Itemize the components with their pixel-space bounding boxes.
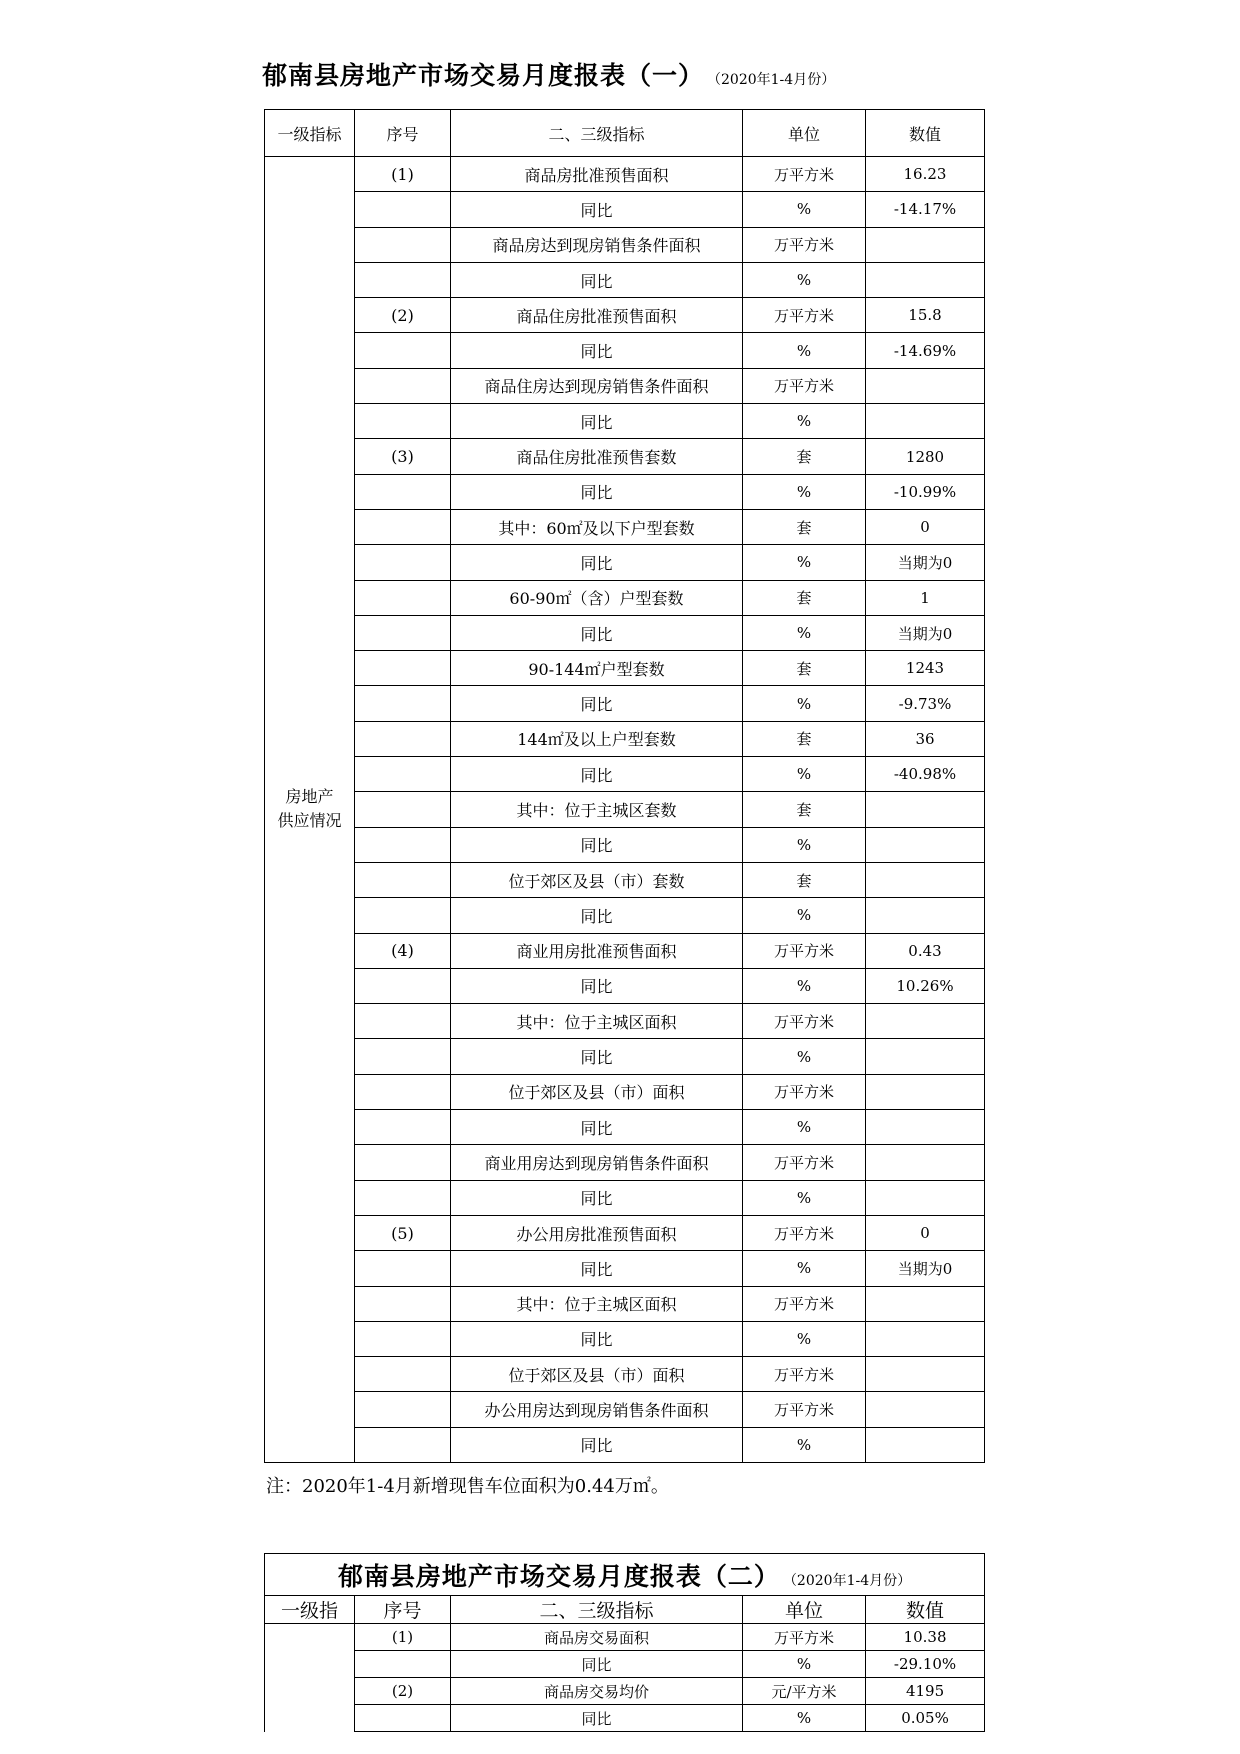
report2-header-row: [265, 1596, 985, 1624]
value-cell: -10.99%: [866, 474, 985, 509]
value-cell: [866, 1180, 985, 1215]
seq-cell: [355, 1651, 451, 1678]
report2-table: [264, 1553, 985, 1732]
indicator-cell: 90-144㎡户型套数: [451, 651, 743, 686]
indicator-cell: 商品房交易面积: [451, 1624, 743, 1651]
indicator-cell: 同比: [451, 827, 743, 862]
seq-cell: [355, 333, 451, 368]
indicator-cell: 商品住房批准预售面积: [451, 298, 743, 333]
seq-cell: [355, 1357, 451, 1392]
indicator-cell: 同比: [451, 1321, 743, 1356]
header-unit: 单位: [743, 1596, 866, 1624]
indicator-cell: 同比: [451, 615, 743, 650]
table-row: [265, 615, 985, 650]
unit-cell: 万平方米: [743, 298, 866, 333]
table-row: [265, 509, 985, 544]
indicator-cell: 商业用房达到现房销售条件面积: [451, 1145, 743, 1180]
seq-cell: (2): [355, 298, 451, 333]
seq-cell: [355, 1074, 451, 1109]
unit-cell: %: [743, 1180, 866, 1215]
report1-period: （2020年1-4月份）: [714, 72, 836, 88]
unit-cell: %: [743, 192, 866, 227]
unit-cell: %: [743, 968, 866, 1003]
table-row: [265, 580, 985, 615]
value-cell: [866, 1004, 985, 1039]
unit-cell: 万平方米: [743, 157, 866, 192]
value-cell: [866, 1074, 985, 1109]
unit-cell: 万平方米: [743, 1074, 866, 1109]
table-row: [265, 545, 985, 580]
table-row: [265, 968, 985, 1003]
table-row: [265, 1392, 985, 1427]
indicator-cell: 同比: [451, 898, 743, 933]
seq-cell: [355, 192, 451, 227]
value-cell: 15.8: [866, 298, 985, 333]
report2-title-row: [265, 1554, 985, 1596]
seq-cell: (4): [355, 933, 451, 968]
indicator-cell: 同比: [451, 404, 743, 439]
value-cell: [866, 1321, 985, 1356]
report2-title-text: 郁南县房地产市场交易月度报表（二）: [337, 1561, 780, 1591]
table-row: [265, 157, 985, 192]
unit-cell: 套: [743, 509, 866, 544]
unit-cell: %: [743, 262, 866, 297]
table-row: [265, 651, 985, 686]
indicator-cell: 同比: [451, 1039, 743, 1074]
value-cell: [866, 368, 985, 403]
seq-cell: [355, 686, 451, 721]
seq-cell: [355, 1392, 451, 1427]
value-cell: [866, 1039, 985, 1074]
seq-cell: [355, 721, 451, 756]
unit-cell: 套: [743, 580, 866, 615]
indicator-cell: 同比: [451, 1651, 743, 1678]
seq-cell: [355, 1321, 451, 1356]
seq-cell: (1): [355, 1624, 451, 1651]
report2-period: （2020年1-4月份）: [789, 1572, 912, 1589]
indicator-cell: 位于郊区及县（市）面积: [451, 1074, 743, 1109]
seq-cell: (2): [355, 1678, 451, 1705]
table-row: [265, 1145, 985, 1180]
seq-cell: [355, 1110, 451, 1145]
table-row: [265, 1180, 985, 1215]
seq-cell: [355, 368, 451, 403]
seq-cell: [355, 792, 451, 827]
report1-title: [262, 56, 1022, 96]
value-cell: 1280: [866, 439, 985, 474]
indicator-cell: 同比: [451, 192, 743, 227]
value-cell: 1: [866, 580, 985, 615]
indicator-cell: 同比: [451, 1251, 743, 1286]
value-cell: 16.23: [866, 157, 985, 192]
indicator-cell: 位于郊区及县（市）面积: [451, 1357, 743, 1392]
indicator-cell: 其中：位于主城区面积: [451, 1004, 743, 1039]
table-row: [265, 1427, 985, 1462]
indicator-cell: 商品房达到现房销售条件面积: [451, 227, 743, 262]
table-row: [265, 792, 985, 827]
value-cell: [866, 898, 985, 933]
seq-cell: (3): [355, 439, 451, 474]
value-cell: [866, 404, 985, 439]
table-row: [265, 1215, 985, 1250]
seq-cell: [355, 262, 451, 297]
seq-cell: (5): [355, 1215, 451, 1250]
report2-title: [265, 1554, 985, 1596]
indicator-cell: 60-90㎡（含）户型套数: [451, 580, 743, 615]
table-row: [265, 1624, 985, 1651]
table-row: [265, 1110, 985, 1145]
table-row: [265, 933, 985, 968]
table-row: [265, 298, 985, 333]
table-row: [265, 439, 985, 474]
unit-cell: %: [743, 686, 866, 721]
unit-cell: 元/平方米: [743, 1678, 866, 1705]
header-level1: 一级指: [265, 1596, 355, 1624]
indicator-cell: 同比: [451, 1180, 743, 1215]
table-row: [265, 1004, 985, 1039]
seq-cell: [355, 1286, 451, 1321]
unit-cell: %: [743, 827, 866, 862]
seq-cell: [355, 757, 451, 792]
header-indicator: 二、三级指标: [451, 1596, 743, 1624]
value-cell: 36: [866, 721, 985, 756]
value-cell: 当期为0: [866, 545, 985, 580]
value-cell: [866, 1427, 985, 1462]
indicator-cell: 办公用房批准预售面积: [451, 1215, 743, 1250]
table-row: [265, 686, 985, 721]
table-row: [265, 1678, 985, 1705]
seq-cell: [355, 1180, 451, 1215]
table-row: [265, 262, 985, 297]
header-level1: 一级指标: [265, 110, 355, 157]
table-row: [265, 474, 985, 509]
indicator-cell: 同比: [451, 545, 743, 580]
report1-title-text: 郁南县房地产市场交易月度报表（一）: [262, 61, 705, 90]
table-row: [265, 1039, 985, 1074]
indicator-cell: 同比: [451, 757, 743, 792]
seq-cell: [355, 898, 451, 933]
value-cell: [866, 1145, 985, 1180]
seq-cell: [355, 1145, 451, 1180]
unit-cell: 万平方米: [743, 1215, 866, 1250]
unit-cell: 万平方米: [743, 368, 866, 403]
value-cell: -14.17%: [866, 192, 985, 227]
unit-cell: %: [743, 404, 866, 439]
table-row: [265, 227, 985, 262]
unit-cell: 套: [743, 862, 866, 897]
seq-cell: [355, 509, 451, 544]
unit-cell: %: [743, 1705, 866, 1732]
value-cell: 0: [866, 509, 985, 544]
unit-cell: %: [743, 1321, 866, 1356]
indicator-cell: 商品住房达到现房销售条件面积: [451, 368, 743, 403]
unit-cell: %: [743, 333, 866, 368]
value-cell: 0.43: [866, 933, 985, 968]
indicator-cell: 商品房批准预售面积: [451, 157, 743, 192]
table-row: [265, 1286, 985, 1321]
value-cell: -9.73%: [866, 686, 985, 721]
indicator-cell: 同比: [451, 1110, 743, 1145]
header-value: 数值: [866, 1596, 985, 1624]
table-row: [265, 1705, 985, 1732]
header-unit: 单位: [743, 110, 866, 157]
value-cell: [866, 1392, 985, 1427]
seq-cell: [355, 545, 451, 580]
seq-cell: [355, 1251, 451, 1286]
unit-cell: 套: [743, 439, 866, 474]
category-cell: [265, 157, 355, 1463]
indicator-cell: 商品房交易均价: [451, 1678, 743, 1705]
category-label: 房地产 供应情况: [277, 787, 342, 831]
value-cell: 0.05%: [866, 1705, 985, 1732]
unit-cell: %: [743, 474, 866, 509]
report1-note: 注：2020年1-4月新增现售车位面积为0.44万㎡。: [266, 1476, 669, 1497]
value-cell: [866, 1357, 985, 1392]
indicator-cell: 同比: [451, 1705, 743, 1732]
unit-cell: 套: [743, 651, 866, 686]
indicator-cell: 同比: [451, 333, 743, 368]
unit-cell: %: [743, 898, 866, 933]
table-row: [265, 1321, 985, 1356]
value-cell: [866, 792, 985, 827]
unit-cell: 万平方米: [743, 227, 866, 262]
indicator-cell: 商业用房批准预售面积: [451, 933, 743, 968]
unit-cell: 万平方米: [743, 933, 866, 968]
seq-cell: [355, 404, 451, 439]
table-row: [265, 721, 985, 756]
value-cell: [866, 262, 985, 297]
seq-cell: [355, 580, 451, 615]
unit-cell: %: [743, 757, 866, 792]
value-cell: [866, 862, 985, 897]
seq-cell: [355, 615, 451, 650]
seq-cell: [355, 227, 451, 262]
unit-cell: %: [743, 1427, 866, 1462]
indicator-cell: 位于郊区及县（市）套数: [451, 862, 743, 897]
seq-cell: [355, 474, 451, 509]
table-row: [265, 1651, 985, 1678]
seq-cell: (1): [355, 157, 451, 192]
unit-cell: %: [743, 1110, 866, 1145]
table-row: [265, 898, 985, 933]
header-seq: 序号: [355, 110, 451, 157]
table-row: [265, 1074, 985, 1109]
unit-cell: 万平方米: [743, 1004, 866, 1039]
value-cell: -40.98%: [866, 757, 985, 792]
category-cell: [265, 1624, 355, 1732]
table-row: [265, 368, 985, 403]
table-row: [265, 404, 985, 439]
unit-cell: %: [743, 1251, 866, 1286]
value-cell: 1243: [866, 651, 985, 686]
indicator-cell: 其中：位于主城区套数: [451, 792, 743, 827]
value-cell: 0: [866, 1215, 985, 1250]
unit-cell: %: [743, 1651, 866, 1678]
value-cell: [866, 1110, 985, 1145]
value-cell: [866, 227, 985, 262]
seq-cell: [355, 1039, 451, 1074]
indicator-cell: 同比: [451, 262, 743, 297]
indicator-cell: 同比: [451, 474, 743, 509]
indicator-cell: 同比: [451, 968, 743, 1003]
value-cell: [866, 1286, 985, 1321]
unit-cell: %: [743, 615, 866, 650]
table-row: [265, 1251, 985, 1286]
seq-cell: [355, 1427, 451, 1462]
value-cell: -14.69%: [866, 333, 985, 368]
header-indicator: 二、三级指标: [451, 110, 743, 157]
unit-cell: 万平方米: [743, 1624, 866, 1651]
unit-cell: 万平方米: [743, 1145, 866, 1180]
header-seq: 序号: [355, 1596, 451, 1624]
table-row: [265, 1357, 985, 1392]
table-row: [265, 757, 985, 792]
table-row: [265, 333, 985, 368]
value-cell: 10.38: [866, 1624, 985, 1651]
table-row: [265, 192, 985, 227]
indicator-cell: 144㎡及以上户型套数: [451, 721, 743, 756]
value-cell: 4195: [866, 1678, 985, 1705]
report1-table: [264, 109, 985, 1463]
unit-cell: 万平方米: [743, 1392, 866, 1427]
indicator-cell: 同比: [451, 1427, 743, 1462]
seq-cell: [355, 862, 451, 897]
unit-cell: %: [743, 545, 866, 580]
indicator-cell: 商品住房批准预售套数: [451, 439, 743, 474]
report1-header-row: [265, 110, 985, 157]
unit-cell: 套: [743, 792, 866, 827]
seq-cell: [355, 968, 451, 1003]
unit-cell: 万平方米: [743, 1357, 866, 1392]
indicator-cell: 其中：60㎡及以下户型套数: [451, 509, 743, 544]
value-cell: 10.26%: [866, 968, 985, 1003]
unit-cell: 套: [743, 721, 866, 756]
indicator-cell: 同比: [451, 686, 743, 721]
value-cell: -29.10%: [866, 1651, 985, 1678]
seq-cell: [355, 1004, 451, 1039]
value-cell: 当期为0: [866, 1251, 985, 1286]
value-cell: 当期为0: [866, 615, 985, 650]
value-cell: [866, 827, 985, 862]
unit-cell: %: [743, 1039, 866, 1074]
header-value: 数值: [866, 110, 985, 157]
indicator-cell: 其中：位于主城区面积: [451, 1286, 743, 1321]
seq-cell: [355, 651, 451, 686]
table-row: [265, 862, 985, 897]
seq-cell: [355, 827, 451, 862]
table-row: [265, 827, 985, 862]
seq-cell: [355, 1705, 451, 1732]
indicator-cell: 办公用房达到现房销售条件面积: [451, 1392, 743, 1427]
unit-cell: 万平方米: [743, 1286, 866, 1321]
